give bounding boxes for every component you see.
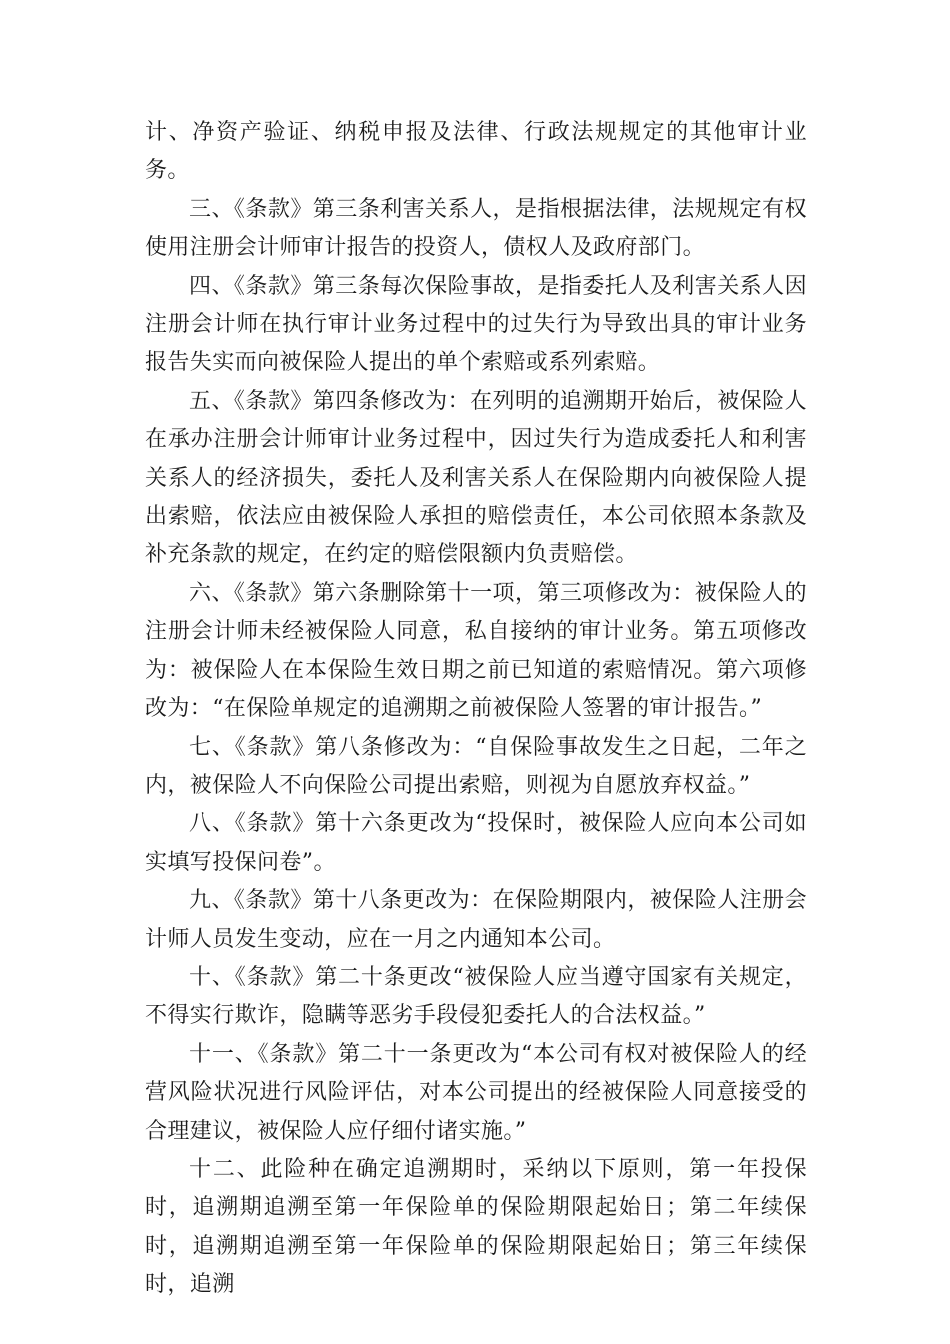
paragraph-clause-12: 十二、此险种在确定追溯期时，采纳以下原则，第一年投保时，追溯期追溯至第一年保险单的保险期限起始日；第二年续保时，追溯期追溯至第一年保险单的保险期限起始日；第三年续保时，追溯 — [145, 1156, 807, 1298]
paragraph-clause-8: 八、《条款》第十六条更改为“投保时，被保险人应向本公司如实填写投保问卷”。 — [145, 811, 807, 875]
paragraph-clause-11: 十一、《条款》第二十一条更改为“本公司有权对被保险人的经营风险状况进行风险评估，对本公司提出的经被保险人同意接受的合理建议，被保险人应仔细付诸实施。” — [145, 1041, 807, 1144]
document-body — [145, 114, 807, 1305]
paragraph-clause-4: 四、《条款》第三条每次保险事故，是指委托人及利害关系人因注册会计师在执行审计业务过程中的过失行为导致出具的审计业务报告失实而向被保险人提出的单个索赔或系列索赔。 — [145, 273, 807, 376]
paragraph-clause-3: 三、《条款》第三条利害关系人，是指根据法律，法规规定有权使用注册会计师审计报告的投资人，债权人及政府部门。 — [145, 196, 807, 261]
paragraph-continuation: 计、净资产验证、纳税申报及法律、行政法规规定的其他审计业务。 — [145, 120, 807, 184]
paragraph-clause-10: 十、《条款》第二十条更改“被保险人应当遵守国家有关规定，不得实行欺诈，隐瞒等恶劣手段侵犯委托人的合法权益。” — [145, 964, 807, 1029]
paragraph-clause-6: 六、《条款》第六条删除第十一项，第三项修改为：被保险人的注册会计师未经被保险人同意，私自接纳的审计业务。第五项修改为：被保险人在本保险生效日期之前已知道的索赔情况。第六项修改为：“在保险单规定的追溯期之前被保险人签署的审计报告。” — [145, 580, 807, 722]
paragraph-clause-5: 五、《条款》第四条修改为：在列明的追溯期开始后，被保险人在承办注册会计师审计业务过程中，因过失行为造成委托人和利害关系人的经济损失，委托人及利害关系人在保险期内向被保险人提出索赔，依法应由被保险人承担的赔偿责任，本公司依照本条款及补充条款的规定，在约定的赔偿限额内负责赔偿。 — [145, 388, 807, 568]
paragraph-clause-7: 七、《条款》第八条修改为：“自保险事故发生之日起，二年之内，被保险人不向保险公司提出索赔，则视为自愿放弃权益。” — [145, 734, 807, 798]
paragraph-clause-9: 九、《条款》第十八条更改为：在保险期限内，被保险人注册会计师人员发生变动，应在一月之内通知本公司。 — [145, 888, 807, 952]
